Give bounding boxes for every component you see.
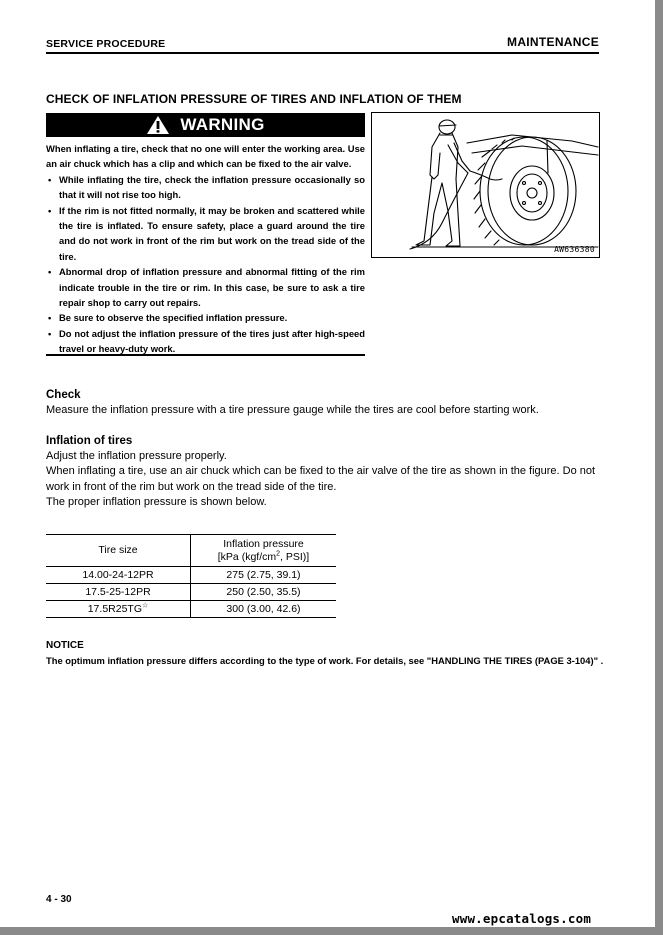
check-body: Measure the inflation pressure with a tire pressure gauge while the tires are cool before starting work. — [46, 404, 539, 416]
header-right: MAINTENANCE — [507, 35, 599, 49]
warning-item: • If the rim is not fitted normally, it may be broken and scattered while the tire is inflated. To ensure safety, place a guard around the tire and do not work in front of the rim but work on the tread side of the tire. — [46, 203, 365, 265]
inflation-line: The proper inflation pressure is shown below. — [46, 496, 267, 509]
warning-label: WARNING — [180, 115, 265, 134]
watermark-link[interactable]: www.epcatalogs.com — [452, 911, 592, 926]
inflation-line: When inflating a tire, use an air chuck which can be fixed to the air valve of the tire as shown in the figure. Do not work in front of the rim but work on the tread side of the tire. — [46, 465, 596, 493]
warning-list — [46, 172, 365, 357]
table-header-tire-size: Tire size — [46, 535, 191, 567]
inflation-pressure-table — [46, 534, 336, 618]
table-row — [46, 567, 336, 584]
table-row — [46, 584, 336, 601]
warning-body — [46, 141, 365, 357]
warning-bottom-rule — [46, 354, 365, 356]
worker-inflating-tire-illustration — [372, 113, 599, 257]
table-header-inflation-pressure — [191, 535, 337, 567]
table-header-row — [46, 535, 336, 567]
warning-intro: When inflating a tire, check that no one will enter the working area. Use an air chuck which has a clip and which can be fixed to the air valve. — [46, 143, 365, 170]
page-number: 4 - 30 — [46, 894, 72, 905]
inflation-heading: Inflation of tires — [46, 435, 133, 447]
inflation-line: Adjust the inflation pressure properly. — [46, 450, 227, 462]
notice-heading: NOTICE — [46, 640, 84, 651]
pressure-cell: 275 (2.75, 39.1) — [226, 569, 301, 581]
tire-size-text: 17.5R25TG — [87, 603, 142, 615]
page-shadow-right — [655, 0, 663, 935]
table-row — [46, 601, 336, 618]
header-rule — [46, 52, 599, 54]
figure-code: AW636380 — [554, 245, 595, 254]
header-left: SERVICE PROCEDURE — [46, 38, 166, 50]
header-unit-post: , PSI)] — [280, 550, 310, 563]
section-title: CHECK OF INFLATION PRESSURE OF TIRES AND INFLATION OF THEM — [46, 92, 462, 106]
tire-size-cell: 14.00-24-12PR — [46, 567, 191, 584]
warning-item: • Be sure to observe the specified inflation pressure. — [46, 310, 365, 325]
pressure-cell: 300 (3.00, 42.6) — [226, 603, 301, 615]
header-unit-sup: 2 — [276, 550, 281, 557]
tire-size-cell: 17.5-25-12PR — [46, 584, 191, 601]
notice-body: The optimum inflation pressure differs according to the type of work. For details, see "HANDLING THE TIRES (PAGE 3-104)" . — [46, 655, 604, 666]
star-mark-icon: ☆ — [142, 602, 149, 610]
warning-item: • While inflating the tire, check the inflation pressure occasionally so that it will not rise too high. — [46, 172, 365, 203]
header-unit-pre: [kPa (kgf/cm — [217, 550, 277, 563]
warning-item: • Do not adjust the inflation pressure of the tires just after high-speed travel or heavy-duty work. — [46, 326, 365, 357]
warning-item: • Abnormal drop of inflation pressure and abnormal fitting of the rim indicate trouble in the tire or rim. In this case, be sure to ask a tire repair shop to carry out repairs. — [46, 264, 365, 310]
tire-size-cell — [46, 601, 191, 618]
tire-inflation-figure — [371, 112, 600, 258]
pressure-cell: 250 (2.50, 35.5) — [226, 586, 301, 598]
inflation-body — [46, 449, 602, 511]
header-line-1: Inflation pressure — [223, 537, 304, 550]
warning-banner — [46, 113, 365, 137]
warning-triangle-icon — [146, 115, 170, 135]
check-heading: Check — [46, 389, 81, 401]
page-shadow-bottom — [0, 927, 663, 935]
